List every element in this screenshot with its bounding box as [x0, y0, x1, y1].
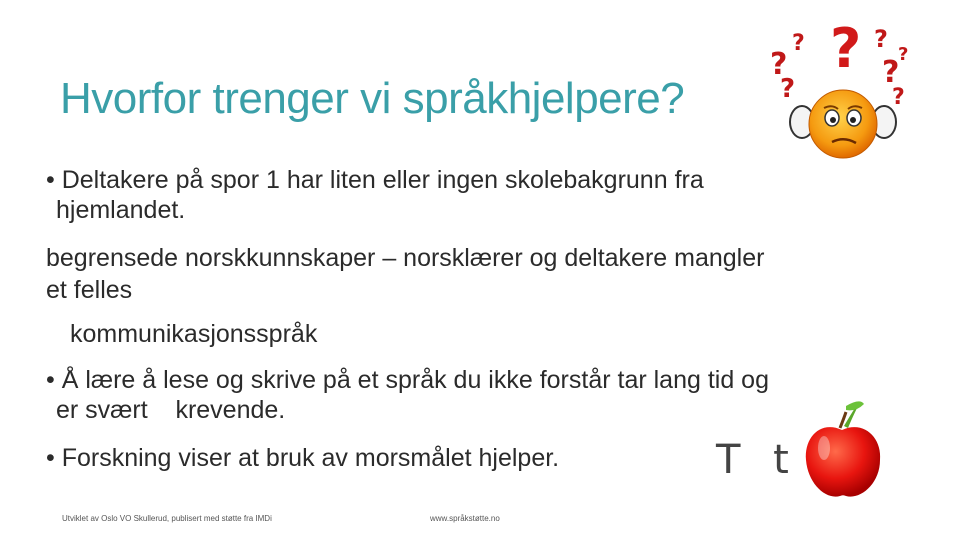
svg-text:?: ?	[792, 31, 805, 56]
bullet-line-5: • Forskning viser at bruk av morsmålet hjelper.	[46, 444, 560, 472]
svg-text:?: ?	[882, 55, 900, 90]
svg-text:?: ?	[874, 25, 888, 53]
svg-text:?: ?	[830, 17, 862, 80]
text-line-2: begrensede norskkunnskaper – norsklærer og deltakere mangler	[46, 244, 765, 272]
svg-text:?: ?	[898, 44, 909, 65]
footer-credit: Utviklet av Oslo VO Skullerud, publisert med støtte fra IMDi	[62, 514, 272, 523]
svg-text:?: ?	[780, 74, 796, 104]
text-line-3: kommunikasjonsspråk	[70, 320, 318, 348]
slide-title: Hvorfor trenger vi språkhjelpere?	[60, 74, 685, 123]
svg-text:?: ?	[770, 47, 788, 82]
bullet-line-4-cont: er svært krevende.	[56, 396, 286, 424]
confused-face-icon	[762, 12, 922, 162]
svg-text:?: ?	[892, 85, 905, 110]
bullet-line-4: • Å lære å lese og skrive på et språk du ikke forstår tar lang tid og	[46, 366, 769, 394]
footer-website: www.språkstøtte.no	[430, 514, 500, 523]
bullet-line-1: • Deltakere på spor 1 har liten eller ingen skolebakgrunn fra	[46, 166, 704, 194]
tt-letters: T t	[716, 437, 799, 483]
apple-icon	[800, 398, 885, 503]
bullet-line-1-cont: hjemlandet.	[56, 196, 186, 224]
text-line-2-cont: et felles	[46, 276, 133, 304]
